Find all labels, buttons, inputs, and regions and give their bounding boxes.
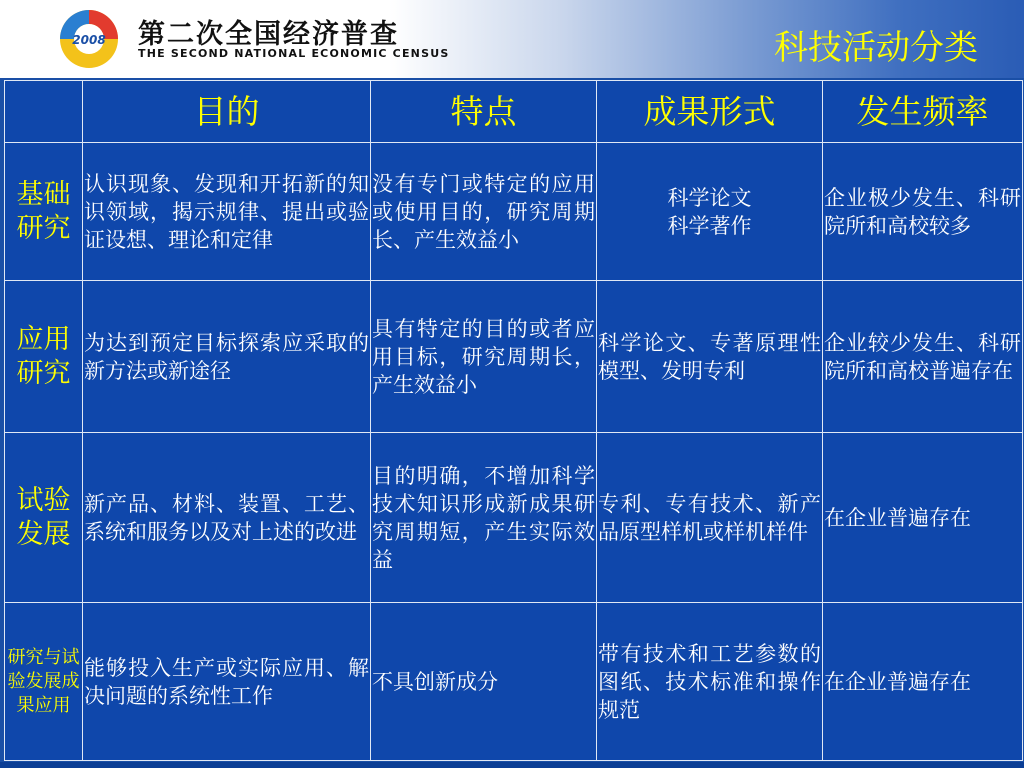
census-logo	[58, 8, 120, 70]
cell-frequency: 企业极少发生、科研院所和高校较多	[823, 143, 1023, 281]
slide-header	[0, 0, 1024, 78]
row-label-experimental-development: 试验发展	[5, 433, 83, 603]
bottom-bar	[0, 762, 1024, 768]
cell-purpose: 为达到预定目标探索应采取的新方法或新途径	[83, 281, 371, 433]
logo-year: 2008	[72, 33, 106, 47]
column-header-frequency: 发生频率	[823, 81, 1023, 143]
corner-cell	[5, 81, 83, 143]
column-header-feature: 特点	[371, 81, 597, 143]
row-label-applied-research: 应用研究	[5, 281, 83, 433]
cell-feature: 没有专门或特定的应用或使用目的，研究周期长、产生效益小	[371, 143, 597, 281]
org-name-cn: 第二次全国经济普查	[138, 19, 399, 50]
cell-results	[597, 143, 823, 281]
cell-results: 带有技术和工艺参数的图纸、技术标准和操作规范	[597, 603, 823, 761]
cell-frequency: 企业较少发生、科研院所和高校普遍存在	[823, 281, 1023, 433]
cell-results: 科学论文、专著原理性模型、发明专利	[597, 281, 823, 433]
column-header-results: 成果形式	[597, 81, 823, 143]
result-item: 科学论文	[667, 185, 752, 210]
row-label-basic-research: 基础研究	[5, 143, 83, 281]
cell-purpose: 认识现象、发现和开拓新的知识领域，揭示规律、提出或验证设想、理论和定律	[83, 143, 371, 281]
cell-feature: 具有特定的目的或者应用目标，研究周期长，产生效益小	[371, 281, 597, 433]
page-title: 科技活动分类	[774, 28, 978, 68]
cell-feature: 不具创新成分	[371, 603, 597, 761]
table-header-row	[5, 81, 1023, 143]
cell-purpose: 新产品、材料、装置、工艺、系统和服务以及对上述的改进	[83, 433, 371, 603]
cell-frequency: 在企业普遍存在	[823, 603, 1023, 761]
table-row	[5, 143, 1023, 281]
result-item: 科学著作	[667, 213, 752, 238]
table-row	[5, 281, 1023, 433]
org-name-en: THE SECOND NATIONAL ECONOMIC CENSUS	[138, 47, 450, 60]
cell-feature: 目的明确，不增加科学技术知识形成新成果研究周期短，产生实际效益	[371, 433, 597, 603]
cell-purpose: 能够投入生产或实际应用、解决问题的系统性工作	[83, 603, 371, 761]
cell-results: 专利、专有技术、新产品原型样机或样机样件	[597, 433, 823, 603]
row-label-rd-application: 研究与试验发展成果应用	[5, 603, 83, 761]
classification-table	[4, 80, 1023, 761]
column-header-purpose: 目的	[83, 81, 371, 143]
cell-frequency: 在企业普遍存在	[823, 433, 1023, 603]
table-row	[5, 603, 1023, 761]
table-row	[5, 433, 1023, 603]
